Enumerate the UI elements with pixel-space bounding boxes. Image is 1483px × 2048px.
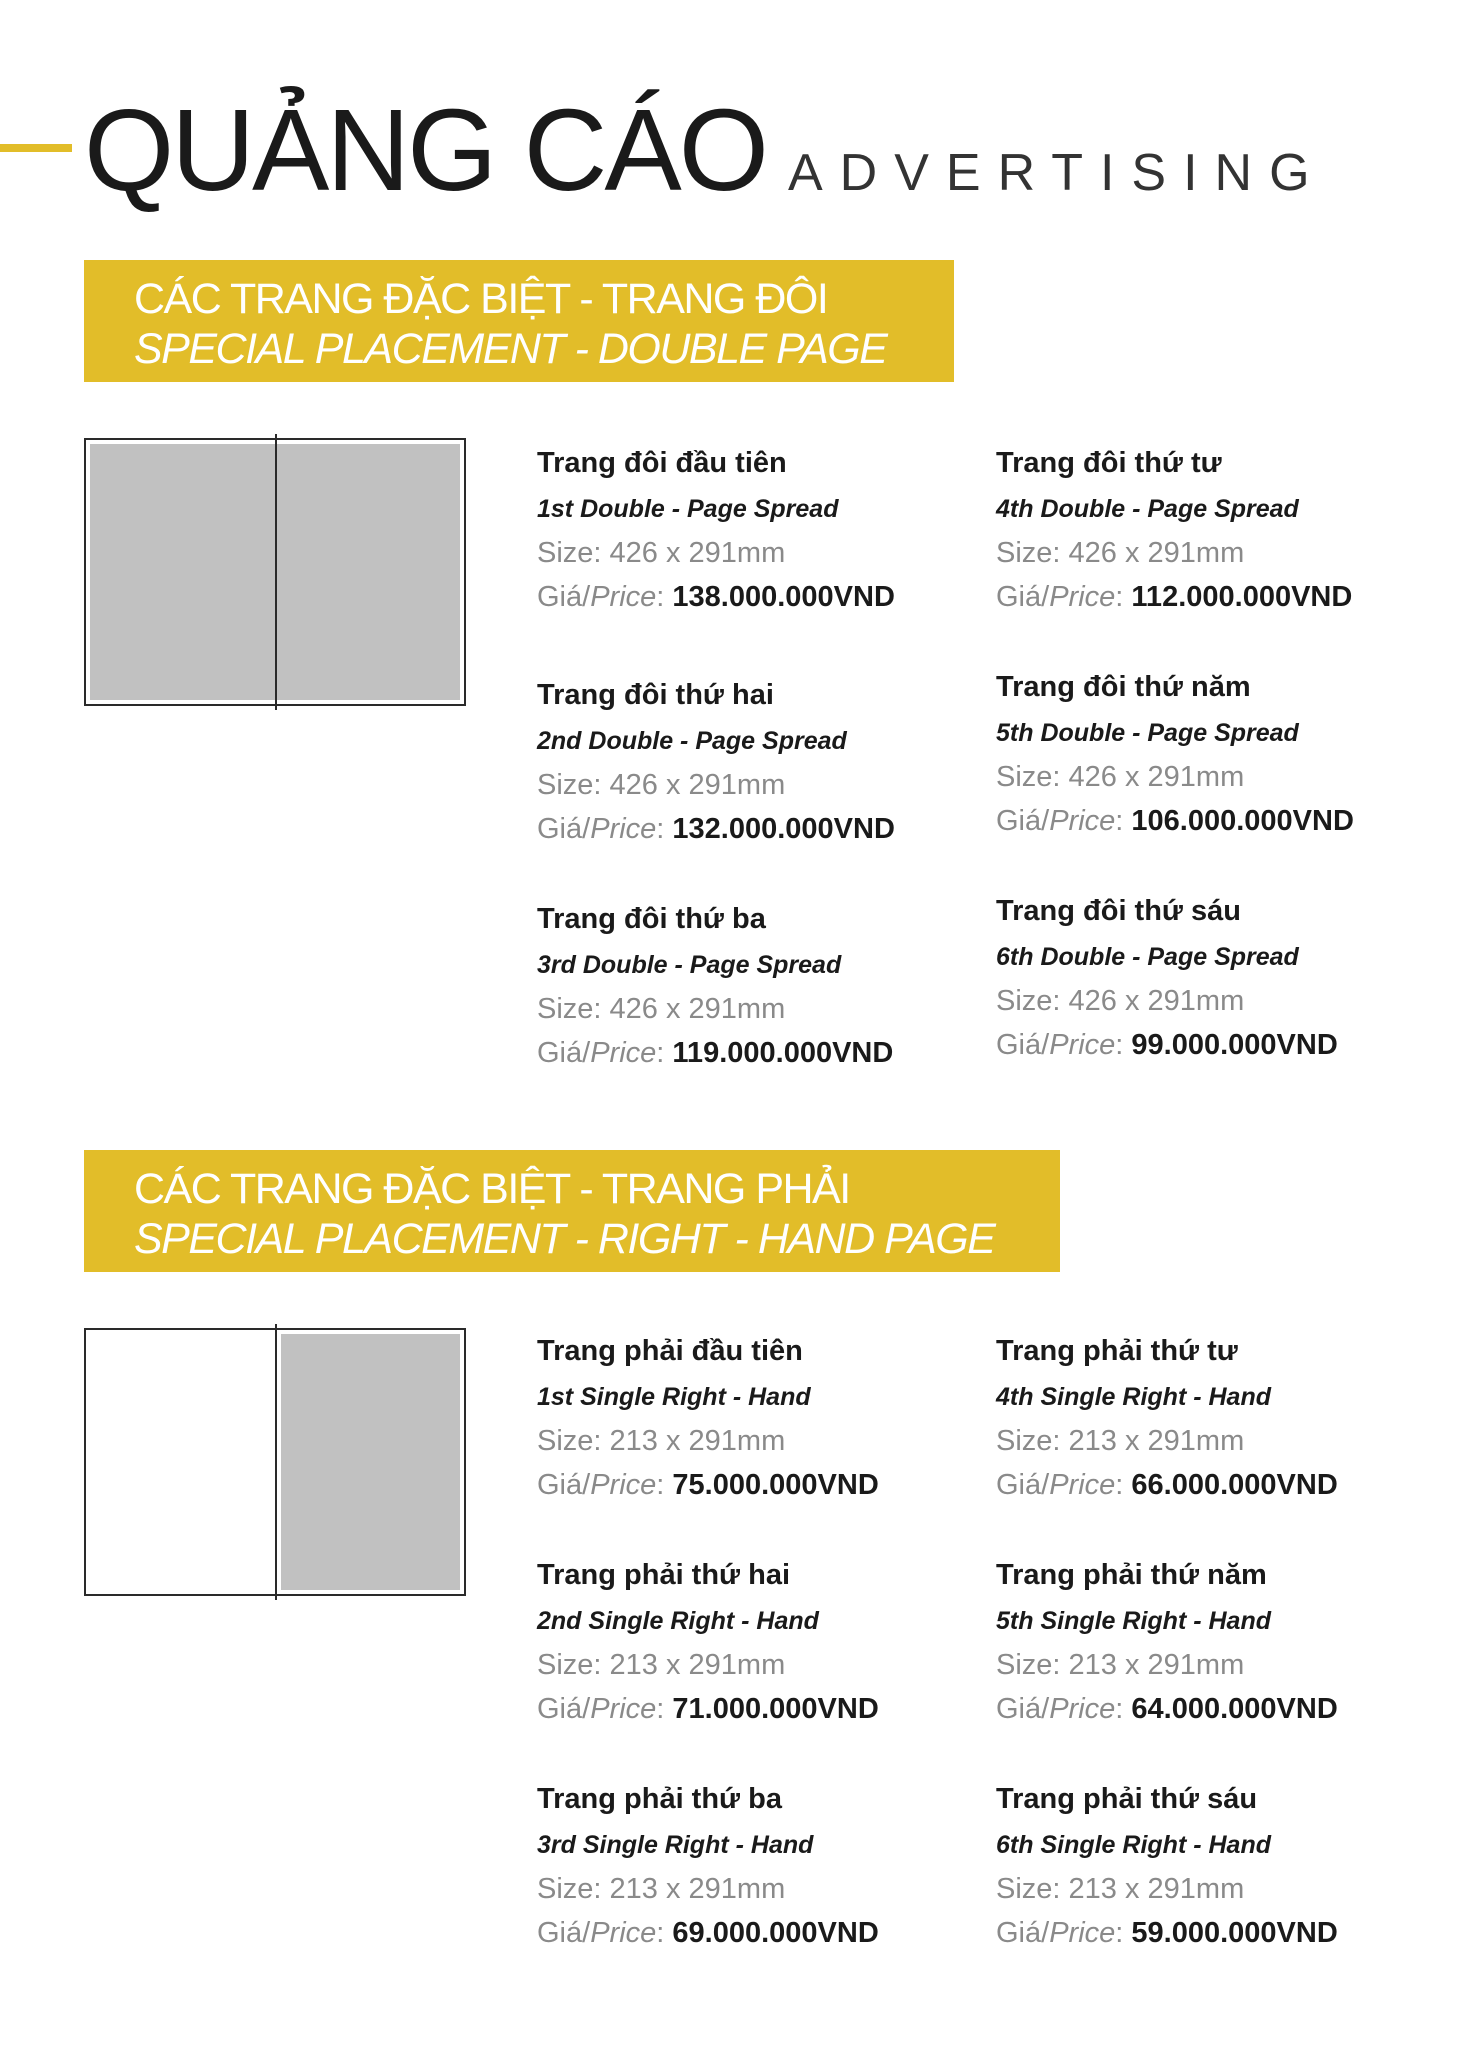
item-size: Size: 426 x 291mm xyxy=(996,985,1245,1017)
section-title-en: SPECIAL PLACEMENT - DOUBLE PAGE xyxy=(134,325,887,373)
item-size: Size: 426 x 291mm xyxy=(537,769,786,801)
item-size: Size: 426 x 291mm xyxy=(537,537,786,569)
item-size: Size: 213 x 291mm xyxy=(996,1425,1245,1457)
item-name-vn: Trang phải thứ tư xyxy=(996,1335,1238,1367)
ad-item xyxy=(537,1558,879,1726)
accent-bar xyxy=(0,144,72,152)
price-label-en: Price xyxy=(590,1693,657,1725)
price-label-en: Price xyxy=(590,1917,657,1949)
ad-item xyxy=(996,1782,1338,1950)
title-subtitle: ADVERTISING xyxy=(787,144,1327,202)
item-size: Size: 426 x 291mm xyxy=(996,761,1245,793)
price-label-vn: Giá xyxy=(996,1469,1042,1501)
section-title-vn: CÁC TRANG ĐẶC BIỆT - TRANG ĐÔI xyxy=(134,275,828,323)
item-name-vn: Trang phải thứ sáu xyxy=(996,1783,1258,1815)
item-name-vn: Trang đôi đầu tiên xyxy=(537,447,787,479)
price-label-vn: Giá xyxy=(537,1917,583,1949)
price-value: 119.000.000VND xyxy=(672,1037,894,1069)
title-main: QUẢNG CÁO xyxy=(84,85,766,215)
price-value: 64.000.000VND xyxy=(1131,1693,1338,1725)
item-price-row: Giá/Price: 75.000.000VND xyxy=(537,1469,879,1501)
price-value: 75.000.000VND xyxy=(672,1469,879,1501)
item-name-vn: Trang đôi thứ năm xyxy=(996,671,1251,703)
price-value: 112.000.000VND xyxy=(1131,581,1353,613)
price-label-en: Price xyxy=(1049,1469,1116,1501)
price-label-en: Price xyxy=(1049,1693,1116,1725)
item-name-en: 4th Double - Page Spread xyxy=(996,495,1299,523)
item-name-vn: Trang phải thứ ba xyxy=(537,1783,782,1815)
price-label-en: Price xyxy=(590,581,657,613)
price-value: 59.000.000VND xyxy=(1131,1917,1338,1949)
ad-item xyxy=(537,902,893,1070)
item-name-en: 4th Single Right - Hand xyxy=(996,1383,1271,1411)
page-title xyxy=(84,85,1327,215)
item-size: Size: 213 x 291mm xyxy=(537,1425,786,1457)
double-page-diagram xyxy=(84,438,466,706)
item-size: Size: 213 x 291mm xyxy=(537,1873,786,1905)
ad-area-right xyxy=(281,1334,460,1590)
item-name-en: 1st Single Right - Hand xyxy=(537,1383,811,1411)
ad-item xyxy=(537,678,895,846)
price-label-vn: Giá xyxy=(996,805,1042,837)
ad-item xyxy=(537,1782,879,1950)
item-size: Size: 426 x 291mm xyxy=(996,537,1245,569)
section-title-vn: CÁC TRANG ĐẶC BIỆT - TRANG PHẢI xyxy=(134,1165,850,1213)
item-name-en: 5th Double - Page Spread xyxy=(996,719,1299,747)
price-label-en: Price xyxy=(590,813,657,845)
price-label-vn: Giá xyxy=(537,813,583,845)
item-price-row: Giá/Price: 106.000.000VND xyxy=(996,805,1354,837)
price-label-vn: Giá xyxy=(996,1917,1042,1949)
section-header-right-hand-page xyxy=(84,1150,1060,1272)
price-value: 138.000.000VND xyxy=(672,581,895,613)
page-fold-line xyxy=(275,434,277,710)
section-title-en: SPECIAL PLACEMENT - RIGHT - HAND PAGE xyxy=(134,1215,995,1263)
item-price-row: Giá/Price: 71.000.000VND xyxy=(537,1693,879,1725)
item-name-vn: Trang phải thứ năm xyxy=(996,1559,1267,1591)
price-label-vn: Giá xyxy=(996,581,1042,613)
price-label-en: Price xyxy=(1049,805,1116,837)
price-label-vn: Giá xyxy=(537,1037,583,1069)
item-name-en: 5th Single Right - Hand xyxy=(996,1607,1271,1635)
item-price-row: Giá/Price: 112.000.000VND xyxy=(996,581,1353,613)
price-value: 106.000.000VND xyxy=(1131,805,1354,837)
item-price-row: Giá/Price: 66.000.000VND xyxy=(996,1469,1338,1501)
item-name-en: 2nd Double - Page Spread xyxy=(537,727,847,755)
item-price-row: Giá/Price: 64.000.000VND xyxy=(996,1693,1338,1725)
item-price-row: Giá/Price: 132.000.000VND xyxy=(537,813,895,845)
item-name-en: 6th Single Right - Hand xyxy=(996,1831,1271,1859)
price-value: 66.000.000VND xyxy=(1131,1469,1338,1501)
ad-item xyxy=(996,1334,1338,1502)
item-name-vn: Trang đôi thứ sáu xyxy=(996,895,1241,927)
item-size: Size: 213 x 291mm xyxy=(996,1873,1245,1905)
item-name-vn: Trang đôi thứ hai xyxy=(537,679,774,711)
item-price-row: Giá/Price: 69.000.000VND xyxy=(537,1917,879,1949)
item-name-en: 3rd Single Right - Hand xyxy=(537,1831,814,1859)
price-label-vn: Giá xyxy=(537,581,583,613)
item-size: Size: 426 x 291mm xyxy=(537,993,786,1025)
price-value: 69.000.000VND xyxy=(672,1917,879,1949)
item-price-row: Giá/Price: 119.000.000VND xyxy=(537,1037,894,1069)
price-value: 132.000.000VND xyxy=(672,813,895,845)
price-label-vn: Giá xyxy=(537,1693,583,1725)
ad-item xyxy=(996,1558,1338,1726)
section-header-double-page xyxy=(84,260,954,382)
price-label-vn: Giá xyxy=(996,1693,1042,1725)
price-label-en: Price xyxy=(590,1469,657,1501)
price-label-vn: Giá xyxy=(537,1469,583,1501)
item-name-vn: Trang phải đầu tiên xyxy=(537,1335,803,1367)
item-price-row: Giá/Price: 99.000.000VND xyxy=(996,1029,1338,1061)
ad-item xyxy=(537,446,895,614)
price-label-en: Price xyxy=(1049,581,1116,613)
item-name-en: 6th Double - Page Spread xyxy=(996,943,1299,971)
item-name-vn: Trang đôi thứ ba xyxy=(537,903,766,935)
price-value: 99.000.000VND xyxy=(1131,1029,1338,1061)
ad-item xyxy=(996,670,1354,838)
ad-item xyxy=(537,1334,879,1502)
item-name-en: 3rd Double - Page Spread xyxy=(537,951,842,979)
item-price-row: Giá/Price: 59.000.000VND xyxy=(996,1917,1338,1949)
page-fold-line xyxy=(275,1324,277,1600)
item-name-en: 2nd Single Right - Hand xyxy=(537,1607,819,1635)
ad-item xyxy=(996,446,1352,614)
price-label-en: Price xyxy=(590,1037,657,1069)
item-name-vn: Trang đôi thứ tư xyxy=(996,447,1222,479)
item-size: Size: 213 x 291mm xyxy=(537,1649,786,1681)
item-size: Size: 213 x 291mm xyxy=(996,1649,1245,1681)
item-name-vn: Trang phải thứ hai xyxy=(537,1559,791,1591)
right-hand-page-diagram xyxy=(84,1328,466,1596)
price-label-en: Price xyxy=(1049,1917,1116,1949)
price-value: 71.000.000VND xyxy=(672,1693,879,1725)
ad-item xyxy=(996,894,1338,1062)
item-price-row: Giá/Price: 138.000.000VND xyxy=(537,581,895,613)
price-label-vn: Giá xyxy=(996,1029,1042,1061)
price-label-en: Price xyxy=(1049,1029,1116,1061)
item-name-en: 1st Double - Page Spread xyxy=(537,495,839,523)
